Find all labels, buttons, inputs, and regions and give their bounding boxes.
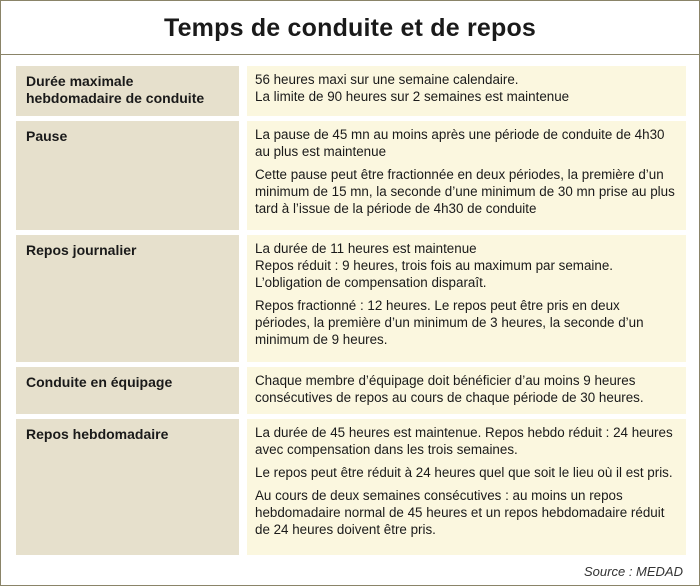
- page-title: Temps de conduite et de repos: [163, 14, 537, 42]
- title-divider: [1, 54, 699, 55]
- row-label: Conduite en équipage: [16, 367, 239, 414]
- row-content: [247, 121, 686, 230]
- table-row: [16, 419, 686, 555]
- row-paragraph: Repos fractionné : 12 heures. Le repos peut être pris en deux périodes, la première d’un minimum de 3 heures, la seconde d’un minimum de 9 heures.: [255, 298, 644, 347]
- row-paragraph: La durée de 11 heures est maintenue Repos réduit : 9 heures, trois fois au maximum par semaine. L’obligation de compensation disparaît.: [255, 241, 613, 290]
- row-paragraph: Au cours de deux semaines consécutives : au moins un repos hebdomadaire normal de 45 heures et un repos hebdomadaire réduit de 24 heures doivent être pris.: [255, 488, 665, 537]
- row-paragraph: 56 heures maxi sur une semaine calendaire. La limite de 90 heures sur 2 semaines est maintenue: [255, 72, 570, 104]
- row-label: Pause: [16, 121, 239, 230]
- table-row: [16, 121, 686, 230]
- row-paragraph: Chaque membre d’équipage doit bénéficier d’au moins 9 heures consécutives de repos au cours de chaque période de 30 heures.: [255, 373, 644, 405]
- row-paragraph: Le repos peut être réduit à 24 heures quel que soit le lieu où il est pris.: [255, 465, 673, 480]
- table-row: [16, 367, 686, 414]
- row-paragraph: La durée de 45 heures est maintenue. Repos hebdo réduit : 24 heures avec compensation dans les trois semaines.: [255, 425, 673, 457]
- row-content: [247, 235, 686, 362]
- row-content: [247, 419, 686, 555]
- row-label: Repos journalier: [16, 235, 239, 362]
- row-content: [247, 66, 686, 116]
- row-content: [247, 367, 686, 414]
- row-label: Durée maximale hebdomadaire de conduite: [16, 66, 239, 116]
- row-paragraph: Cette pause peut être fractionnée en deux périodes, la première d’un minimum de 15 mn, la seconde d’une minimum de 30 mn prise au plus tard à l’issue de la période de 4h30 de conduite: [255, 167, 675, 216]
- table-row: [16, 235, 686, 362]
- row-paragraph: La pause de 45 mn au moins après une période de conduite de 4h30 au plus est maintenue: [255, 127, 665, 159]
- source-credit: Source : MEDAD: [584, 564, 683, 579]
- row-label: Repos hebdomadaire: [16, 419, 239, 555]
- table-row: [16, 66, 686, 116]
